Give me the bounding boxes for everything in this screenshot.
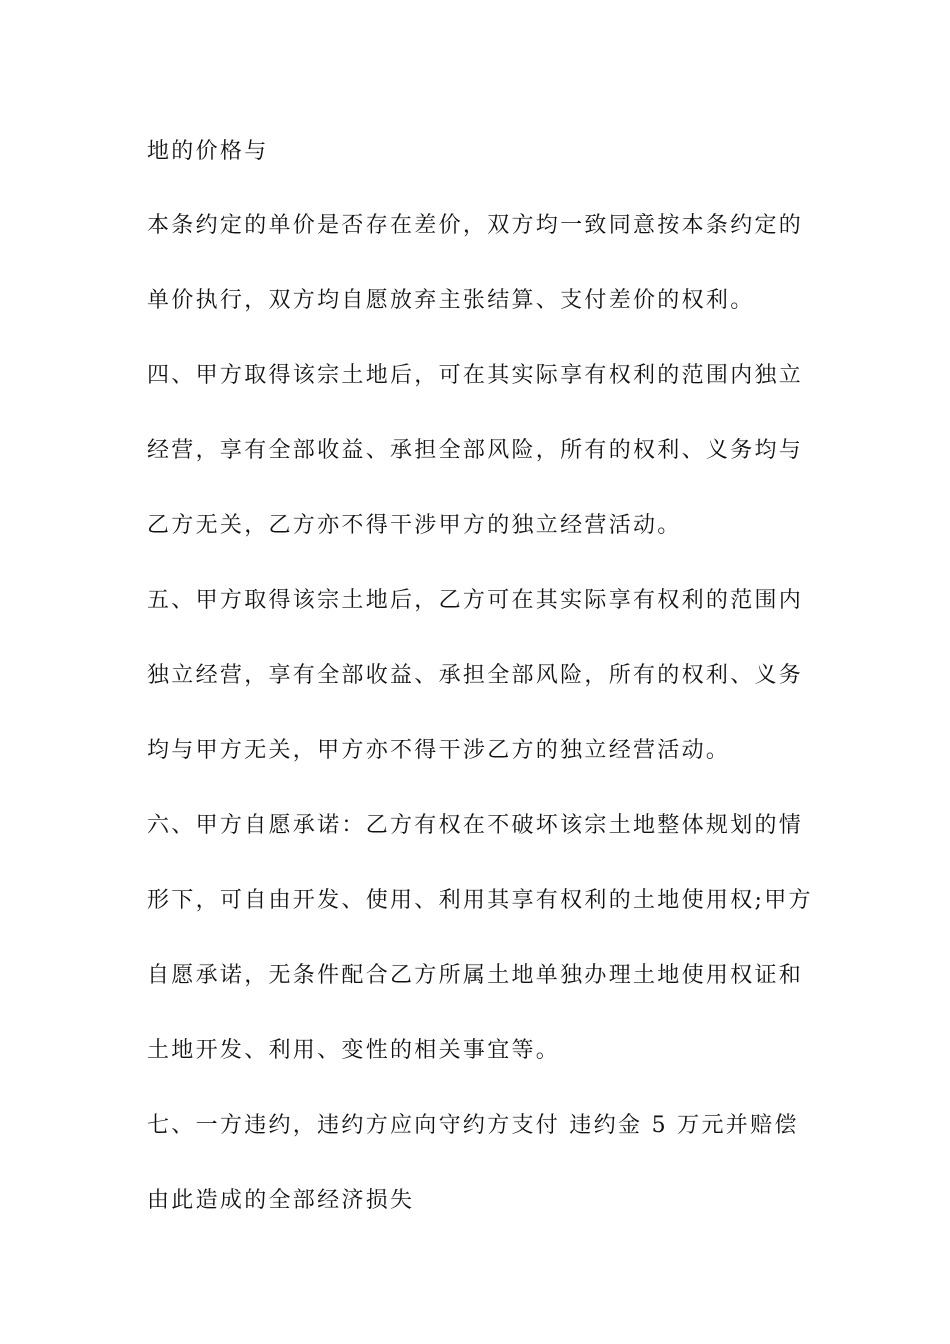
clause-6-line-4: 土地开发、利用、变性的相关事宜等。 — [147, 1038, 561, 1063]
clause-5-line-1: 五、甲方取得该宗土地后，乙方可在其实际享有权利的范围内 — [147, 588, 804, 613]
clause-7-line-2: 由此造成的全部经济损失 — [147, 1188, 415, 1213]
clause-5-line-3: 均与甲方无关，甲方亦不得干涉乙方的独立经营活动。 — [147, 738, 731, 763]
clause-5-line-2: 独立经营，享有全部收益、承担全部风险，所有的权利、义务 — [147, 663, 804, 688]
clause-7-line-1: 七、一方违约，违约方应向守约方支付 违约金 5 万元并赔偿 — [147, 1113, 799, 1138]
text-line-2: 本条约定的单价是否存在差价，双方均一致同意按本条约定的 — [147, 213, 804, 238]
text-line-1: 地的价格与 — [147, 139, 269, 164]
clause-6-line-1: 六、甲方自愿承诺：乙方有权在不破坏该宗土地整体规划的情 — [147, 813, 804, 838]
clause-6-line-3: 自愿承诺，无条件配合乙方所属土地单独办理土地使用权证和 — [147, 963, 804, 988]
clause-6-line-2: 形下，可自由开发、使用、利用其享有权利的土地使用权;甲方 — [147, 888, 813, 913]
clause-4-line-2: 经营，享有全部收益、承担全部风险，所有的权利、义务均与 — [147, 438, 804, 463]
text-line-3: 单价执行，双方均自愿放弃主张结算、支付差价的权利。 — [147, 288, 755, 313]
clause-4-line-3: 乙方无关，乙方亦不得干涉甲方的独立经营活动。 — [147, 513, 682, 538]
clause-4-line-1: 四、甲方取得该宗土地后，可在其实际享有权利的范围内独立 — [147, 363, 804, 388]
